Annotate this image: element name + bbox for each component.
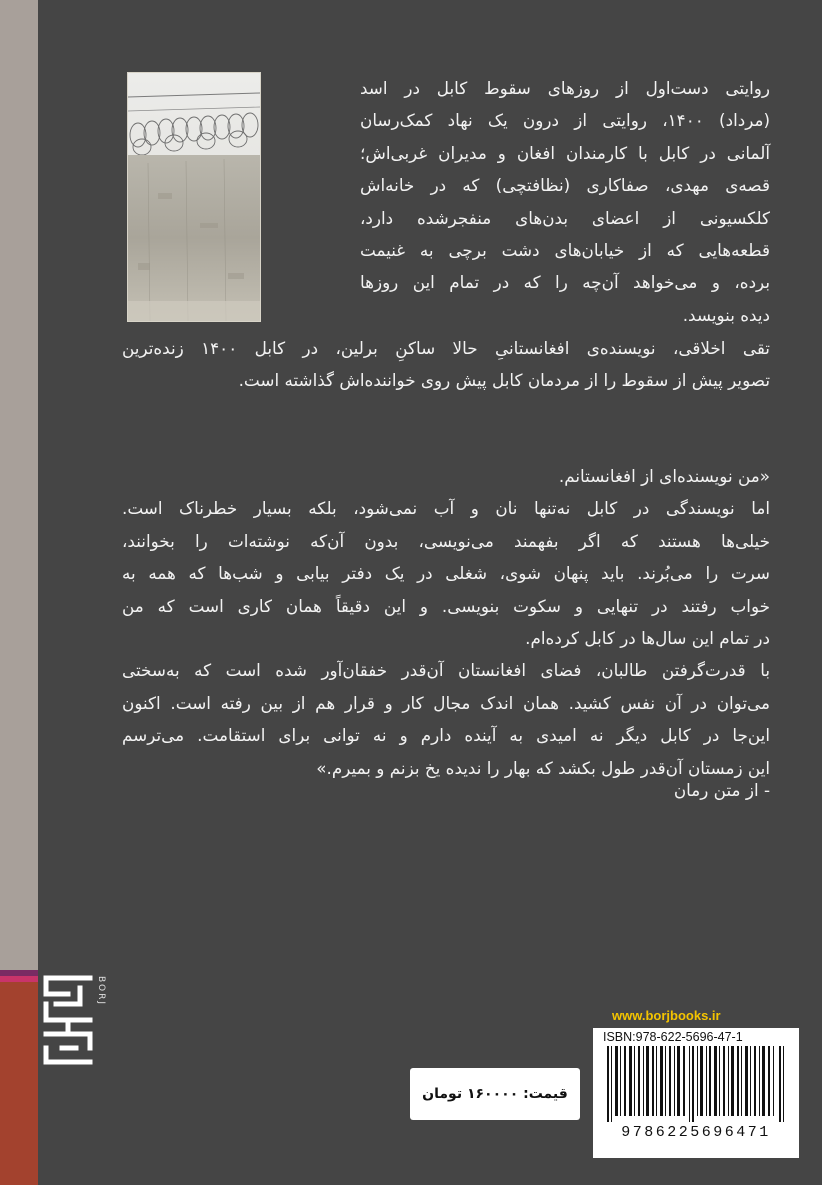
quote-line: این‌جا در کابل دیگر نه امیدی به آینده دارم و نه توانی برای استقامت. می‌ترسم	[122, 725, 770, 746]
quote-line: می‌توان در آن نفس کشید. همان اندک مجال کار و قرار هم از بین رفته است. اکنون	[122, 692, 770, 713]
quote-line: با قدرت‌گرفتن طالبان، فضای افغانستان آن‌قدر خفقان‌آور شده است که به‌سختی	[122, 660, 770, 681]
synopsis-line: قصه‌ی مهدی، صفاکاری (نظافتچی) که در خانه‌اش	[360, 175, 770, 196]
author-line: تقی اخلاقی، نویسنده‌ی افغانستانیِ حالا ساکنِ برلین، در کابل ۱۴۰۰ زنده‌ترین	[122, 338, 770, 358]
quote-line: «من نویسنده‌ای از افغانستانم.	[558, 466, 770, 486]
synopsis-line: دیده بنویسد.	[682, 304, 770, 325]
publisher-website: www.borjbooks.ir	[612, 1008, 721, 1023]
spine-stripe-pink	[0, 976, 38, 982]
quote-line: خواب رفتند در تنهایی و سکوت بنویسی. و این دقیقاً همان کاری است که من	[122, 595, 770, 616]
spine	[0, 0, 38, 1185]
barcode	[603, 1046, 793, 1122]
quote-source: - از متن رمان	[673, 780, 770, 800]
quote-line: این زمستان آن‌قدر طول بکشد که بهار را ندیده یخ بزنم و بمیرم.»	[316, 757, 770, 778]
author-paragraph	[122, 332, 770, 397]
synopsis-paragraph	[360, 72, 770, 331]
synopsis-line: (مرداد) ۱۴۰۰، روایتی از درون یک نهاد کمک‌رسان	[360, 110, 770, 131]
synopsis-line: کلکسیونی از اعضای بدن‌های منفجرشده دارد،	[360, 207, 770, 228]
barcode-number: 9786225696471	[621, 1124, 771, 1141]
synopsis-line: آلمانی در کابل با کارمندان افغان و مدیران غربی‌اش؛	[360, 142, 770, 163]
cover-photo-barbed-wire-wall	[127, 72, 261, 322]
price-label: قیمت: ۱۶۰۰۰۰ تومان	[410, 1068, 580, 1120]
quote-line: سرت را می‌بُرند. باید پنهان شوی، شغلی در یک دفتر بیابی و شب‌ها که همه به	[122, 563, 770, 584]
spine-upper-band	[0, 0, 38, 972]
isbn-label: ISBN:978-622-5696-47-1	[603, 1030, 743, 1044]
quote-line: خیلی‌ها هستند که اگر بفهمند می‌نویسی، بدون آن‌که نوشته‌ات را بخوانند،	[122, 530, 770, 551]
quote-line: اما نویسندگی در کابل نه‌تنها نان و آب نمی‌شود، بلکه بسیار خطرناک است.	[122, 498, 770, 519]
publisher-logo	[40, 972, 96, 1068]
author-line: تصویر پیش از سقوط را از مردمان کابل پیش روی خواننده‌اش گذاشته است.	[238, 370, 770, 391]
publisher-logo-text: BORJ	[96, 976, 106, 1007]
synopsis-line: قطعه‌هایی که از خیابان‌های دشت برچی به غنیمت	[360, 240, 770, 261]
synopsis-line: روایتی دست‌اول از روزهای سقوط کابل در اسد	[360, 78, 770, 98]
synopsis-line: برده، و می‌خواهد آن‌چه را که در تمام این روزها	[360, 272, 770, 293]
novel-excerpt-quote	[122, 460, 770, 784]
quote-line: در تمام این سال‌ها در کابل کرده‌ام.	[525, 628, 770, 649]
